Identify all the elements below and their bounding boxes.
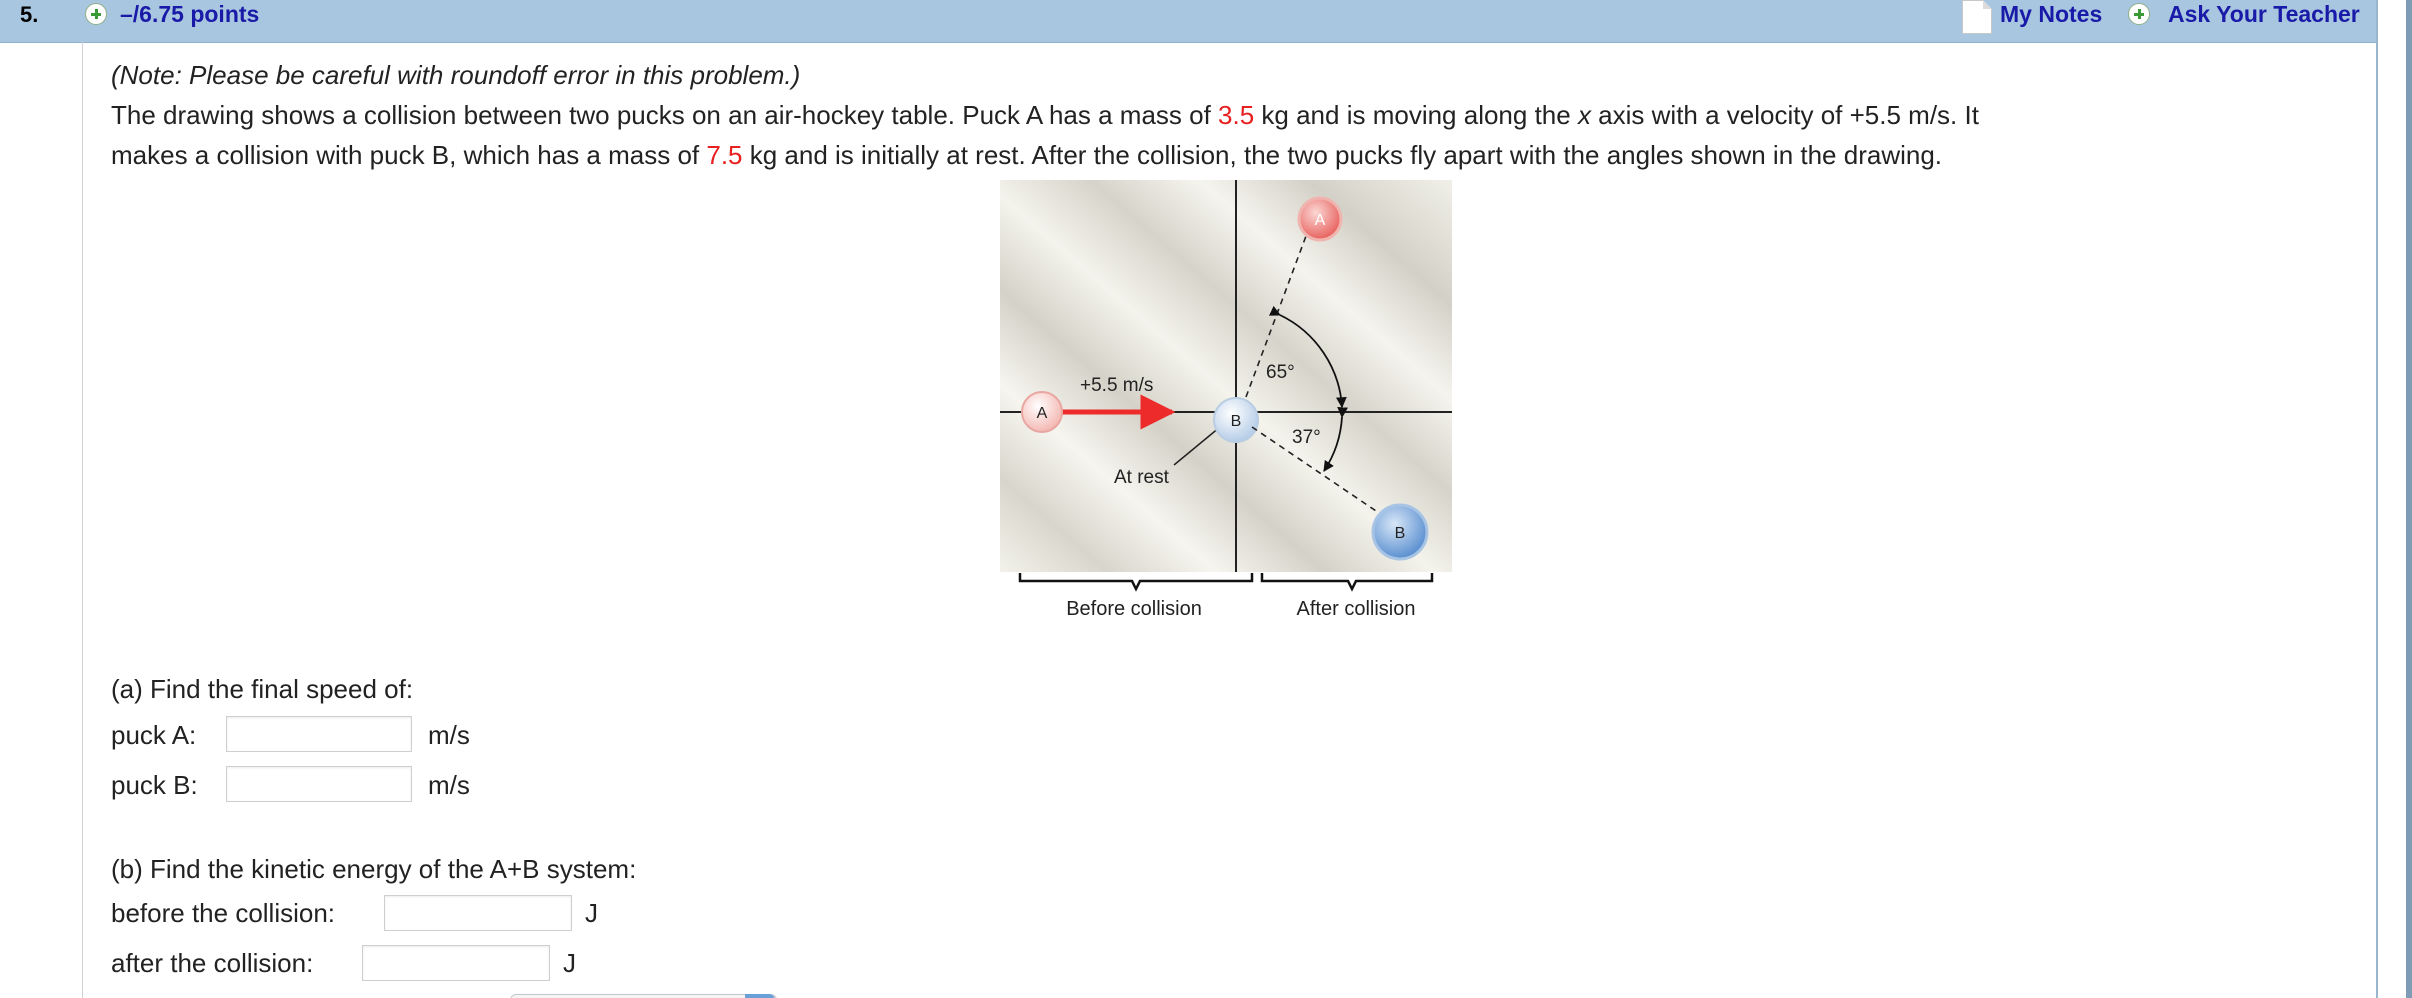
axis-variable: x	[1577, 100, 1591, 130]
problem-text: makes a collision with puck B, which has a mass of	[111, 140, 707, 170]
after-collision-label: After collision	[1296, 598, 1416, 620]
velocity-label: +5.5 m/s	[1080, 375, 1154, 396]
problem-text-line-1	[111, 95, 1979, 135]
ke-before-unit: J	[585, 898, 598, 928]
part-b-prompt: (b) Find the kinetic energy of the A+B system:	[111, 854, 637, 884]
ke-after-label: after the collision:	[111, 948, 314, 978]
puck-a-speed-input[interactable]	[226, 716, 412, 752]
mass-b-value: 7.5	[706, 140, 743, 170]
ask-teacher-link[interactable]: Ask Your Teacher	[2168, 1, 2360, 27]
at-rest-label: At rest	[1114, 467, 1169, 488]
ke-after-input[interactable]	[362, 945, 550, 981]
ask-teacher-plus-icon[interactable]	[2128, 3, 2150, 25]
puck-a-before-label: A	[1036, 405, 1048, 422]
ke-before-label: before the collision:	[111, 898, 336, 928]
puck-b-after-label: B	[1394, 525, 1406, 542]
angle-a-label: 65°	[1266, 362, 1295, 383]
puck-b-speed-input[interactable]	[226, 766, 412, 802]
puck-b-speed-label: puck B:	[111, 770, 198, 800]
next-part-widget-edge	[745, 994, 775, 998]
puck-a-after-label: A	[1314, 212, 1326, 229]
question-number: 5.	[20, 2, 39, 27]
expand-plus-icon[interactable]	[85, 3, 107, 25]
mass-a-value: 3.5	[1218, 100, 1255, 130]
angle-b-label: 37°	[1292, 427, 1321, 448]
after-brace	[1262, 573, 1432, 589]
right-frame-edge	[2406, 0, 2412, 998]
before-collision-label: Before collision	[1066, 598, 1202, 620]
roundoff-note: (Note: Please be careful with roundoff error in this problem.)	[111, 60, 801, 90]
points-label[interactable]: –/6.75 points	[120, 1, 260, 27]
puck-a-speed-label: puck A:	[111, 720, 197, 750]
problem-text: axis with a velocity of +5.5 m/s. It	[1590, 100, 1979, 130]
my-notes-link[interactable]: My Notes	[2000, 1, 2103, 27]
before-brace	[1020, 573, 1252, 589]
left-divider	[82, 42, 83, 998]
collision-diagram	[990, 175, 1460, 625]
puck-b-before-label: B	[1230, 413, 1242, 430]
ke-before-input[interactable]	[384, 895, 572, 931]
next-part-widget[interactable]	[510, 994, 777, 998]
puck-b-speed-unit: m/s	[428, 770, 470, 800]
ke-after-unit: J	[563, 948, 576, 978]
notes-page-icon[interactable]	[1962, 0, 1992, 34]
puck-a-speed-unit: m/s	[428, 720, 470, 750]
part-a-prompt: (a) Find the final speed of:	[111, 674, 414, 704]
problem-text: kg and is moving along the	[1254, 100, 1578, 130]
problem-text: kg and is initially at rest. After the collision, the two pucks fly apart with the angles shown in the drawing.	[742, 140, 1943, 170]
problem-text: The drawing shows a collision between two pucks on an air-hockey table. Puck A has a mass of	[111, 100, 1219, 130]
problem-text-line-2	[111, 135, 1942, 175]
